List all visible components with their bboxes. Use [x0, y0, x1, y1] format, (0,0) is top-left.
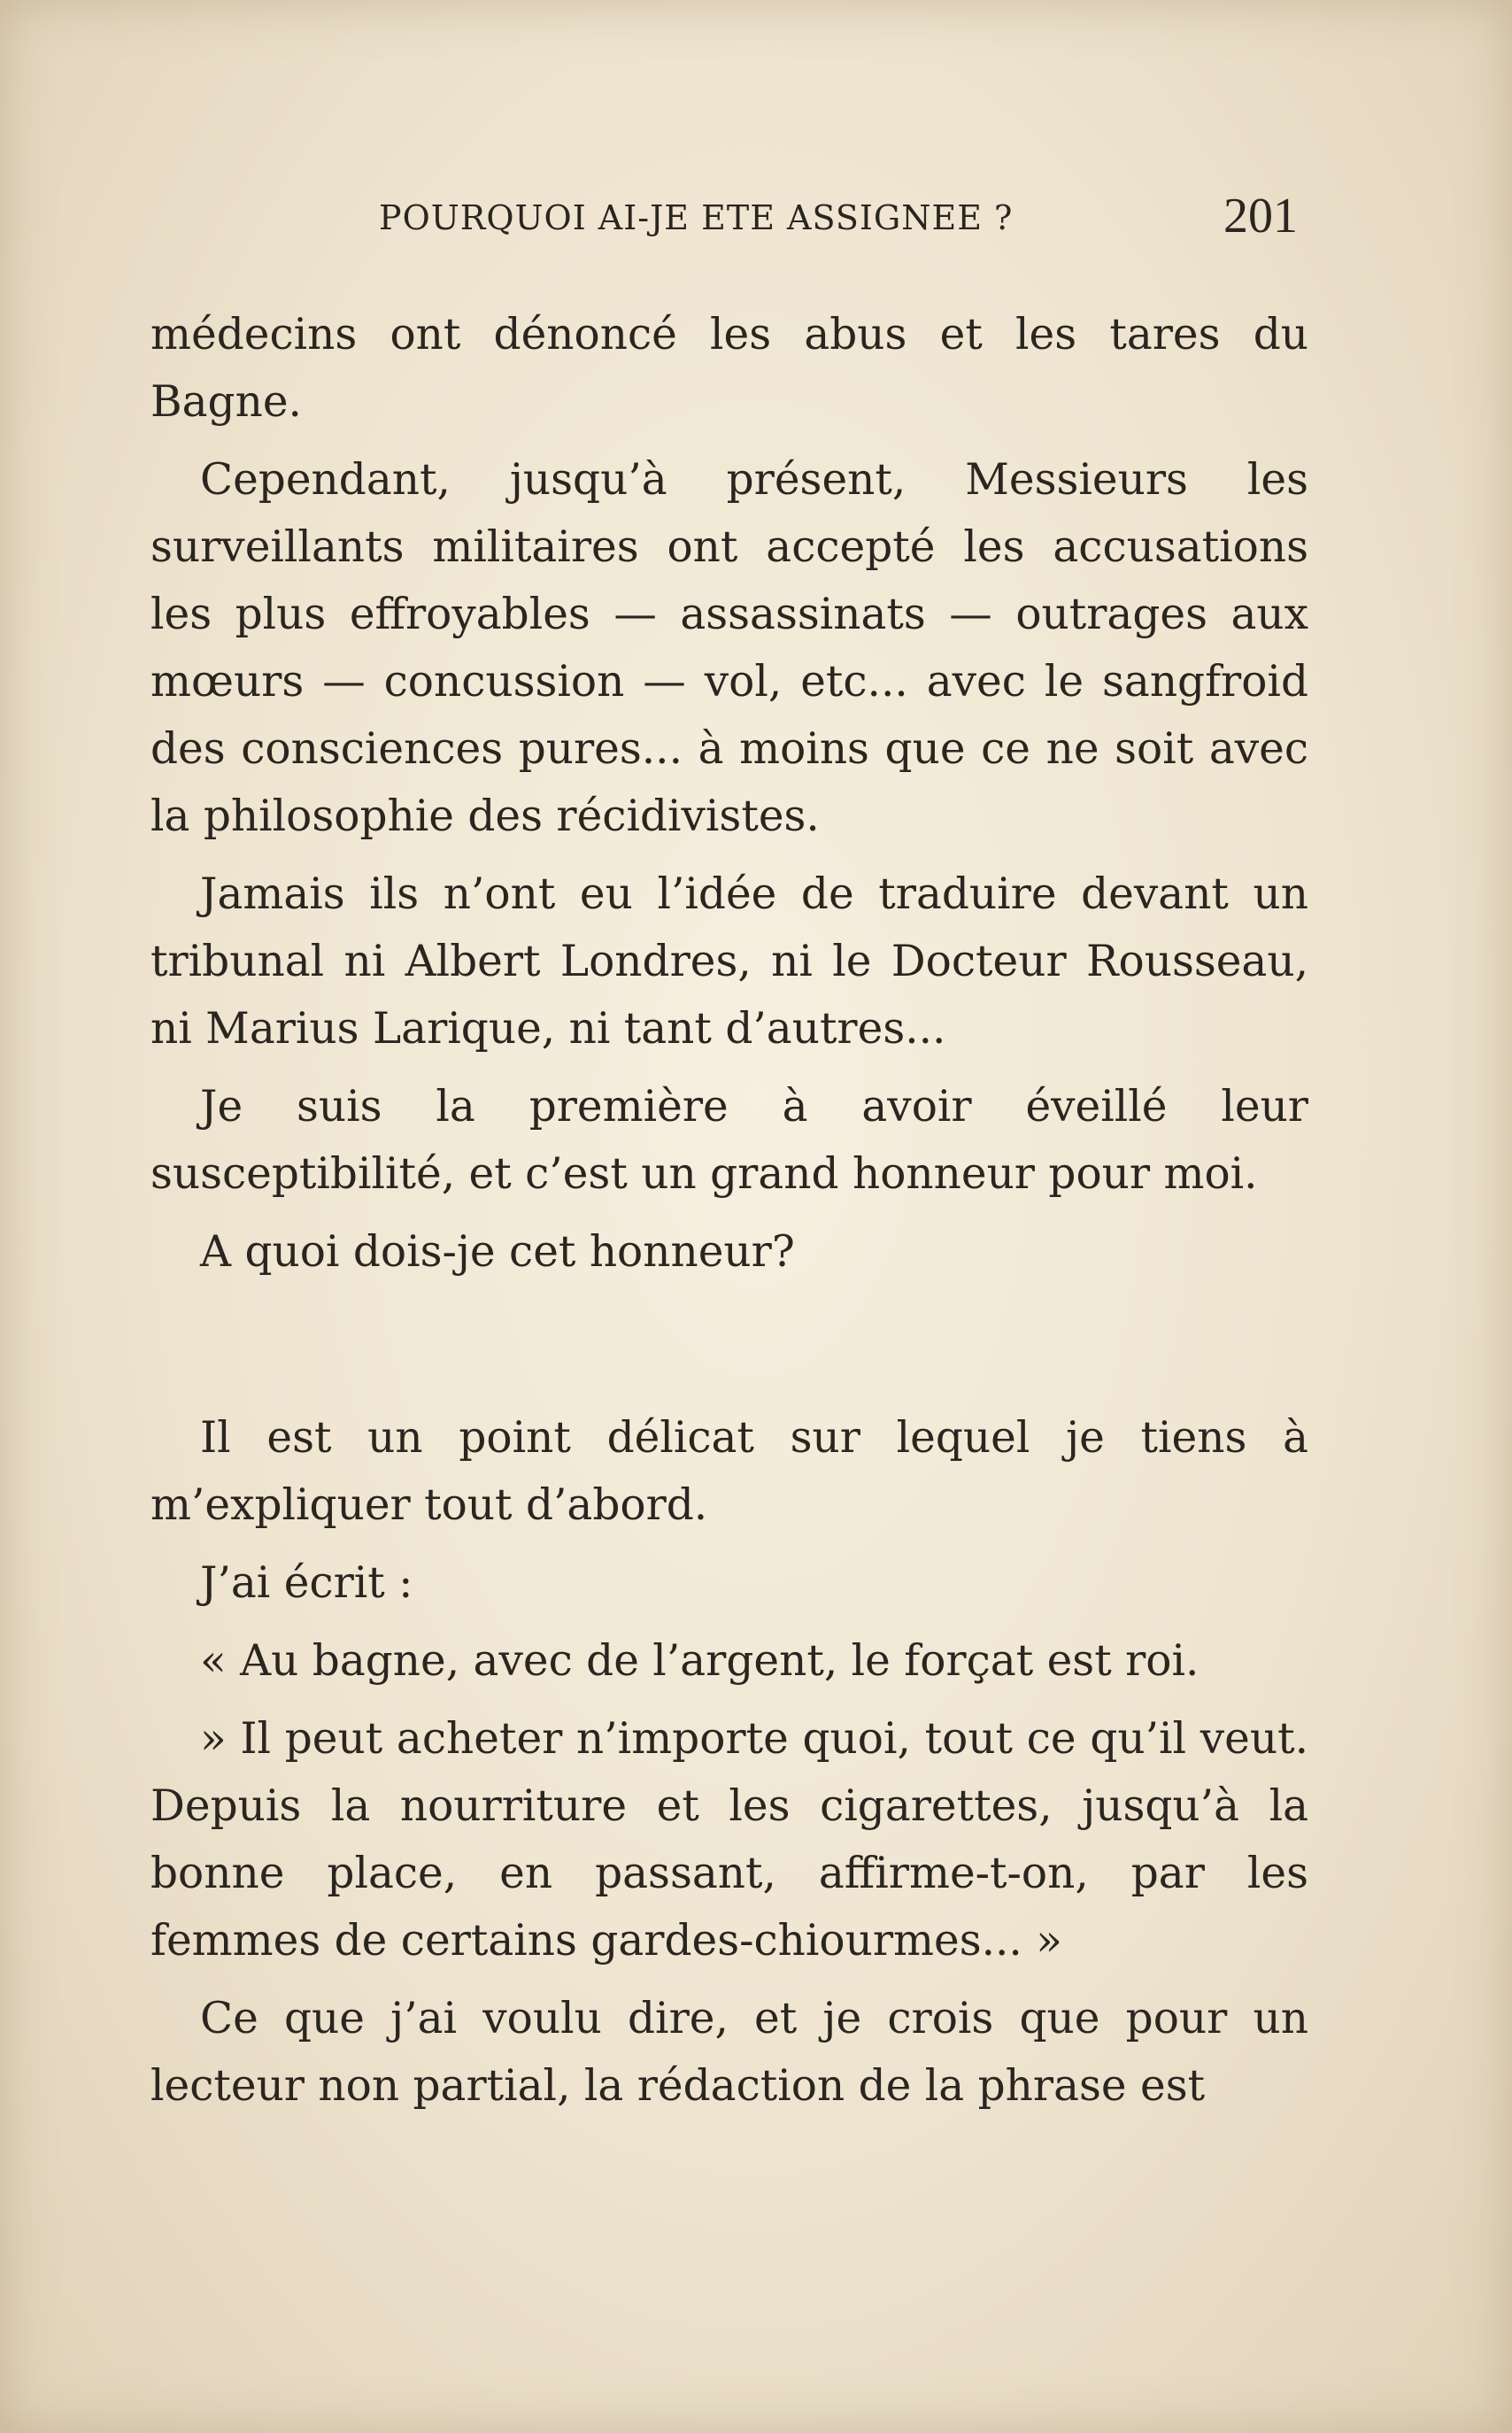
- paragraph-tribunal: Jamais ils n’ont eu l’idée de traduire devant un tribunal ni Albert Londres, ni le Docteur Rousseau, ni Marius Larique, ni tant d’autres...: [150, 869, 1308, 1054]
- page-number: 201: [1223, 189, 1298, 243]
- body-text: [150, 301, 1308, 2130]
- paragraph-honneur: A quoi dois-je cet honneur?: [200, 1227, 795, 1277]
- paragraph-susceptibilite: Je suis la première à avoir éveillé leur susceptibilité, et c’est un grand honneur pour moi.: [150, 1082, 1308, 1199]
- paragraph-continuation: médecins ont dénoncé les abus et les tares du Bagne.: [150, 310, 1308, 427]
- section-break: [150, 1296, 1308, 1404]
- quote-line-2: » Il peut acheter n’importe quoi, tout ce qu’il veut. Depuis la nourriture et les cigarettes, jusqu’à la bonne place, en passant, affirme-t-on, par les femmes de certains gardes-chiourmes... »: [150, 1714, 1308, 1966]
- paragraph-explication: Ce que j’ai voulu dire, et je crois que pour un lecteur non partial, la rédaction de la phrase est: [150, 1994, 1308, 2111]
- running-title: POURQUOI AI-JE ETE ASSIGNEE ?: [379, 198, 1014, 237]
- paragraph-jai-ecrit: J’ai écrit :: [200, 1558, 413, 1608]
- paragraph-point-delicat: Il est un point délicat sur lequel je tiens à m’expliquer tout d’abord.: [150, 1413, 1308, 1530]
- quote-line-1: « Au bagne, avec de l’argent, le forçat est roi.: [200, 1636, 1200, 1686]
- page-header: [379, 186, 1298, 248]
- paragraph-surveillants: Cependant, jusqu’à présent, Messieurs les surveillants militaires ont accepté les accusations les plus effroyables — assassinats — outrages aux mœurs — concussion — vol, etc... avec le sangfroid des consciences pures... à moins que ce ne soit avec la philosophie des récidivistes.: [150, 455, 1308, 841]
